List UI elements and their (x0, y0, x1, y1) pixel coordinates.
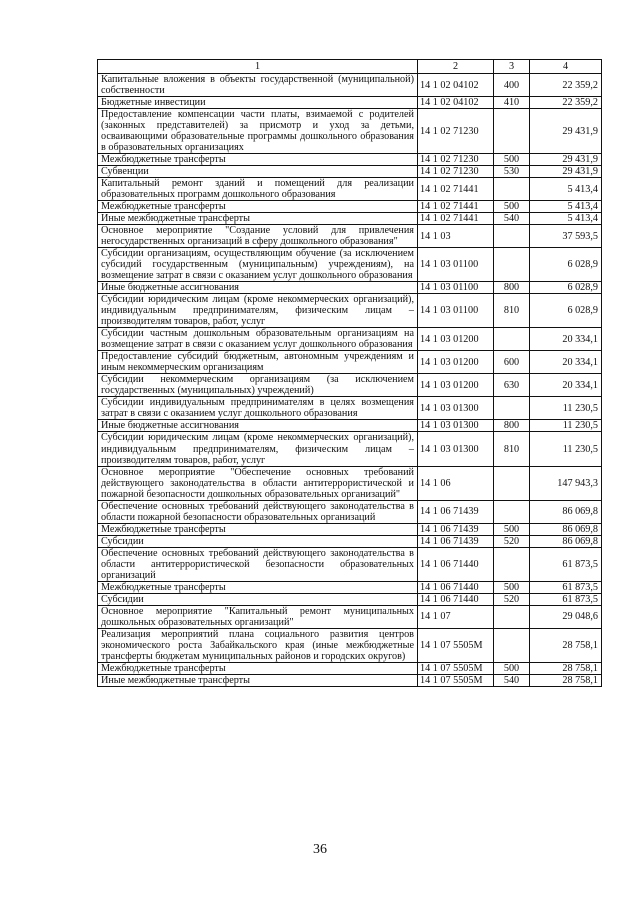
row-type (494, 628, 530, 662)
row-type: 500 (494, 581, 530, 593)
row-code: 14 1 02 71230 (418, 166, 494, 178)
row-name: Реализация мероприятий плана социального развития центров экономического роста Забайкальского края (иные межбюджетные трансферты бюджетам муниципальных районов и городских округов) (98, 628, 418, 662)
row-type: 530 (494, 166, 530, 178)
row-amount: 147 943,3 (530, 466, 602, 500)
row-amount: 6 028,9 (530, 294, 602, 328)
row-name: Иные межбюджетные трансферты (98, 674, 418, 686)
row-code: 14 1 03 01300 (418, 420, 494, 432)
row-type (494, 248, 530, 282)
row-type: 540 (494, 674, 530, 686)
table-row (98, 97, 602, 109)
table-row (98, 397, 602, 420)
row-amount: 6 028,9 (530, 248, 602, 282)
row-code: 14 1 06 71440 (418, 547, 494, 581)
row-amount: 20 334,1 (530, 328, 602, 351)
row-code: 14 1 02 04102 (418, 97, 494, 109)
row-code: 14 1 03 (418, 225, 494, 248)
row-amount: 20 334,1 (530, 374, 602, 397)
row-name: Иные бюджетные ассигнования (98, 282, 418, 294)
table-row (98, 420, 602, 432)
table-row (98, 605, 602, 628)
row-name: Иные бюджетные ассигнования (98, 420, 418, 432)
row-name: Бюджетные инвестиции (98, 97, 418, 109)
row-name: Основное мероприятие "Создание условий для привлечения негосударственных организаций в сферу дошкольного образования" (98, 225, 418, 248)
row-code: 14 1 02 71230 (418, 154, 494, 166)
row-code: 14 1 03 01200 (418, 374, 494, 397)
row-name: Субсидии частным дошкольным образовательным организациям на возмещение затрат в связи с оказанием услуг дошкольного образования (98, 328, 418, 351)
row-code: 14 1 07 5505М (418, 674, 494, 686)
table-row (98, 662, 602, 674)
row-code: 14 1 02 04102 (418, 74, 494, 97)
table-row (98, 674, 602, 686)
row-amount: 5 413,4 (530, 178, 602, 201)
row-amount: 29 431,9 (530, 109, 602, 154)
table-row (98, 248, 602, 282)
row-type: 600 (494, 351, 530, 374)
table-row (98, 523, 602, 535)
row-type (494, 605, 530, 628)
row-amount: 11 230,5 (530, 420, 602, 432)
table-row (98, 178, 602, 201)
row-code: 14 1 03 01300 (418, 397, 494, 420)
row-amount: 86 069,8 (530, 500, 602, 523)
row-amount: 61 873,5 (530, 593, 602, 605)
row-amount: 37 593,5 (530, 225, 602, 248)
row-code: 14 1 03 01200 (418, 328, 494, 351)
table-row (98, 74, 602, 97)
row-type (494, 109, 530, 154)
table-row (98, 166, 602, 178)
row-code: 14 1 03 01100 (418, 294, 494, 328)
table-row (98, 225, 602, 248)
header-cell-type: 3 (494, 60, 530, 74)
row-type: 630 (494, 374, 530, 397)
row-code: 14 1 02 71441 (418, 213, 494, 225)
row-code: 14 1 03 01200 (418, 351, 494, 374)
row-code: 14 1 03 01100 (418, 282, 494, 294)
row-name: Субсидии индивидуальным предпринимателям в целях возмещения затрат в связи с оказанием услуг дошкольного образования (98, 397, 418, 420)
row-name: Капитальный ремонт зданий и помещений для реализации образовательных программ дошкольного образования (98, 178, 418, 201)
row-name: Субсидии юридическим лицам (кроме некоммерческих организаций), индивидуальным предпринимателям, физическим лицам – производителям товаров, работ, услуг (98, 294, 418, 328)
row-code: 14 1 02 71230 (418, 109, 494, 154)
table-row (98, 109, 602, 154)
row-name: Субсидии (98, 593, 418, 605)
row-name: Обеспечение основных требований действующего законодательства в области пожарной безопасности образовательных организаций (98, 500, 418, 523)
row-amount: 61 873,5 (530, 581, 602, 593)
row-code: 14 1 06 71440 (418, 593, 494, 605)
row-amount: 28 758,1 (530, 662, 602, 674)
row-amount: 11 230,5 (530, 397, 602, 420)
table-row (98, 581, 602, 593)
table-row (98, 282, 602, 294)
row-name: Субсидии юридическим лицам (кроме некоммерческих организаций), индивидуальным предпринимателям, физическим лицам – производителям товаров, работ, услуг (98, 432, 418, 466)
row-amount: 29 048,6 (530, 605, 602, 628)
row-type: 500 (494, 201, 530, 213)
table-row (98, 213, 602, 225)
row-type (494, 225, 530, 248)
row-type: 500 (494, 154, 530, 166)
row-type (494, 397, 530, 420)
row-amount: 5 413,4 (530, 213, 602, 225)
row-type (494, 500, 530, 523)
table-row (98, 547, 602, 581)
row-amount: 5 413,4 (530, 201, 602, 213)
row-amount: 6 028,9 (530, 282, 602, 294)
page-number: 36 (313, 842, 327, 857)
row-name: Иные межбюджетные трансферты (98, 213, 418, 225)
row-amount: 86 069,8 (530, 535, 602, 547)
row-code: 14 1 03 01300 (418, 432, 494, 466)
table-row (98, 466, 602, 500)
table-row (98, 432, 602, 466)
row-amount: 29 431,9 (530, 154, 602, 166)
row-amount: 11 230,5 (530, 432, 602, 466)
row-type: 810 (494, 432, 530, 466)
table-row (98, 328, 602, 351)
row-amount: 29 431,9 (530, 166, 602, 178)
table-row (98, 628, 602, 662)
row-type (494, 328, 530, 351)
row-type (494, 466, 530, 500)
row-name: Субвенции (98, 166, 418, 178)
row-type: 400 (494, 74, 530, 97)
row-name: Капитальные вложения в объекты государственной (муниципальной) собственности (98, 74, 418, 97)
row-name: Предоставление компенсации части платы, взимаемой с родителей (законных представителей) за присмотр и уход за детьми, осваивающими образовательные программы дошкольного образования в образовательных организациях (98, 109, 418, 154)
row-type: 800 (494, 420, 530, 432)
row-code: 14 1 06 71439 (418, 523, 494, 535)
row-type: 520 (494, 535, 530, 547)
row-amount: 28 758,1 (530, 628, 602, 662)
row-code: 14 1 02 71441 (418, 178, 494, 201)
row-amount: 61 873,5 (530, 547, 602, 581)
budget-table (97, 59, 602, 687)
row-name: Межбюджетные трансферты (98, 662, 418, 674)
row-code: 14 1 06 71440 (418, 581, 494, 593)
row-name: Основное мероприятие "Обеспечение основных требований действующего законодательства в области антитеррористической и пожарной безопасности дошкольных образовательных организаций" (98, 466, 418, 500)
table-row (98, 294, 602, 328)
row-name: Межбюджетные трансферты (98, 523, 418, 535)
row-type: 500 (494, 662, 530, 674)
row-name: Предоставление субсидий бюджетным, автономным учреждениям и иным некоммерческим организациям (98, 351, 418, 374)
header-row (98, 60, 602, 74)
row-amount: 20 334,1 (530, 351, 602, 374)
row-name: Основное мероприятие "Капитальный ремонт муниципальных дошкольных образовательных организаций" (98, 605, 418, 628)
row-type: 810 (494, 294, 530, 328)
row-amount: 86 069,8 (530, 523, 602, 535)
table-row (98, 201, 602, 213)
table-row (98, 535, 602, 547)
row-name: Межбюджетные трансферты (98, 581, 418, 593)
header-cell-amount: 4 (530, 60, 602, 74)
row-code: 14 1 03 01100 (418, 248, 494, 282)
row-code: 14 1 07 (418, 605, 494, 628)
row-code: 14 1 06 (418, 466, 494, 500)
row-code: 14 1 07 5505М (418, 662, 494, 674)
table-row (98, 593, 602, 605)
row-type: 500 (494, 523, 530, 535)
table-row (98, 374, 602, 397)
row-name: Межбюджетные трансферты (98, 201, 418, 213)
row-type: 800 (494, 282, 530, 294)
row-name: Субсидии (98, 535, 418, 547)
table-row (98, 351, 602, 374)
table-body (98, 74, 602, 687)
row-name: Межбюджетные трансферты (98, 154, 418, 166)
header-cell-name: 1 (98, 60, 418, 74)
row-type: 410 (494, 97, 530, 109)
row-type: 540 (494, 213, 530, 225)
row-code: 14 1 06 71439 (418, 500, 494, 523)
table-row (98, 500, 602, 523)
row-code: 14 1 02 71441 (418, 201, 494, 213)
row-name: Субсидии некоммерческим организациям (за исключением государственных (муниципальных) учреждений) (98, 374, 418, 397)
row-amount: 28 758,1 (530, 674, 602, 686)
row-type (494, 547, 530, 581)
row-type: 520 (494, 593, 530, 605)
row-name: Обеспечение основных требований действующего законодательства в области антитеррористической безопасности образовательных организаций (98, 547, 418, 581)
row-type (494, 178, 530, 201)
table-row (98, 154, 602, 166)
row-code: 14 1 06 71439 (418, 535, 494, 547)
row-amount: 22 359,2 (530, 74, 602, 97)
row-code: 14 1 07 5505М (418, 628, 494, 662)
header-cell-code: 2 (418, 60, 494, 74)
row-name: Субсидии организациям, осуществляющим обучение (за исключением субсидий государственным (муниципальным) учреждениям), на возмещение затрат в связи с оказанием услуг дошкольного образования (98, 248, 418, 282)
row-amount: 22 359,2 (530, 97, 602, 109)
